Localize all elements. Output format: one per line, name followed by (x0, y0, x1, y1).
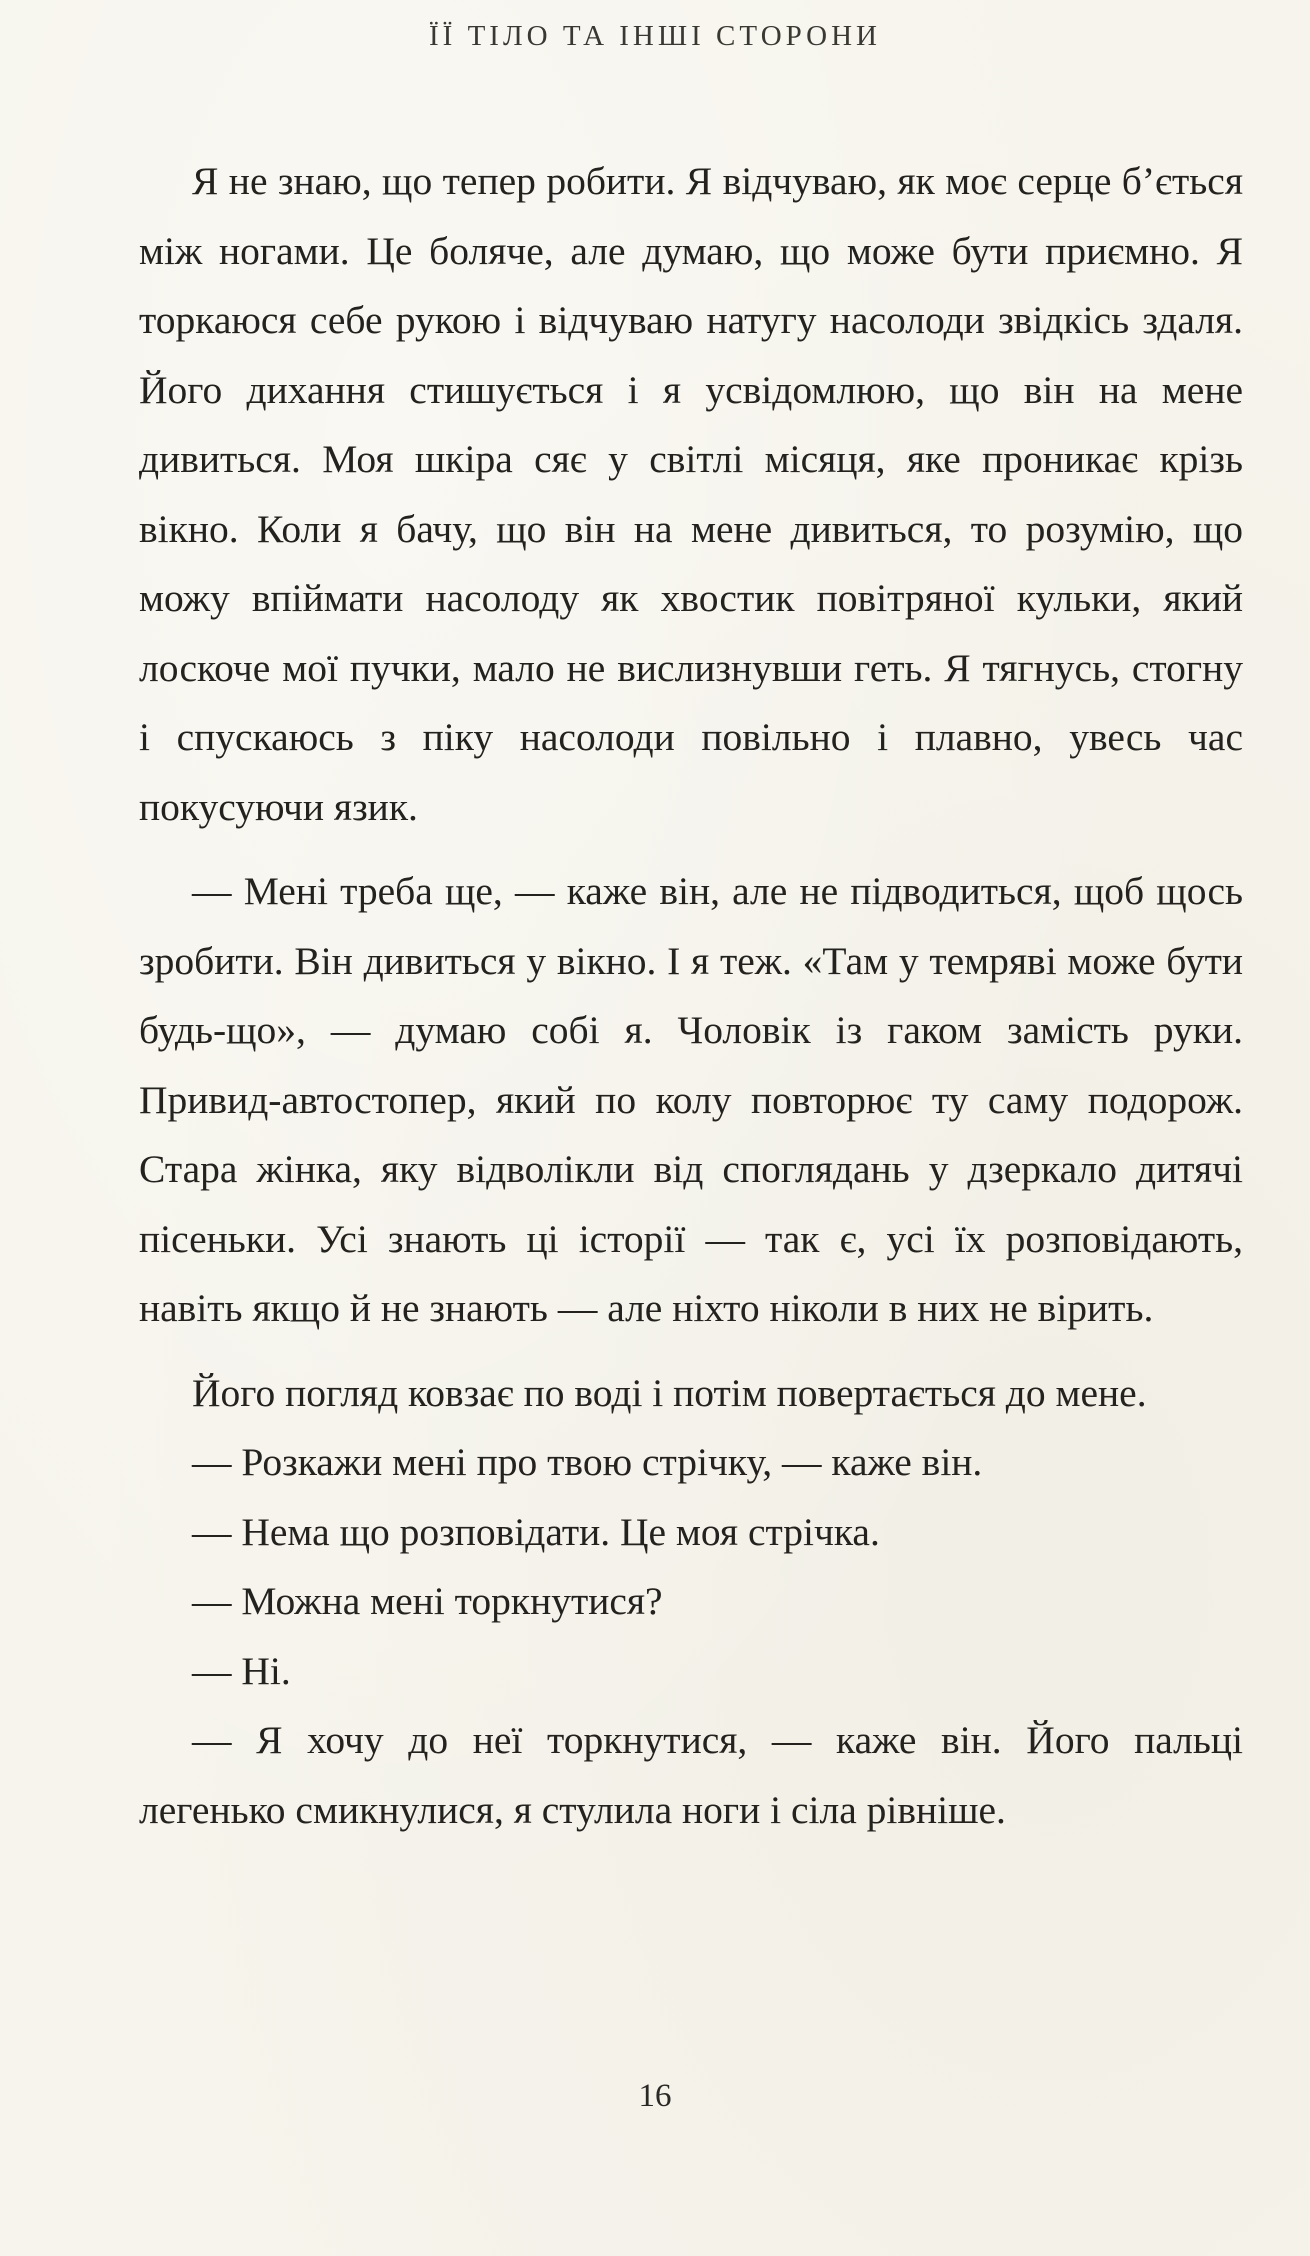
paragraph: Я не знаю, що тепер робити. Я відчуваю, як моє серце б’ється між ногами. Це боляче, але думаю, що може бути приємно. Я торкаюся себе рукою і відчуваю натугу насолоди звідкісь здаля. Його дихання стишується і я усвідомлюю, що він на мене дивиться. Моя шкіра сяє у світлі місяця, яке проникає крізь вікно. Коли я бачу, що він на мене дивиться, то розумію, що можу впіймати насолоду як хвостик повітряної кульки, який лоскоче мої пучки, мало не вислизнувши геть. Я тягнусь, стогну і спускаюсь з піку насолоди повільно і плавно, увесь час покусуючи язик. (139, 159, 1243, 829)
running-header: ЇЇ ТІЛО ТА ІНШІ СТОРОНИ (429, 20, 881, 52)
dialogue-line: — Нема що розповідати. Це моя стрічка. (192, 1509, 880, 1554)
paragraph: Його погляд ковзає по воді і потім повертається до мене. (192, 1370, 1147, 1415)
page-number: 16 (638, 2078, 672, 2114)
dialogue-line: — Можна мені торкнутися? (192, 1579, 663, 1623)
dialogue-line: — Я хочу до неї торкнутися, — каже він. Його пальці легенько смикнулися, я стулила ноги і сіла рівніше. (139, 1718, 1243, 1832)
body-text (139, 147, 1243, 1845)
dialogue-line: — Ні. (192, 1648, 291, 1693)
dialogue-line: — Розкажи мені про твою стрічку, — каже він. (192, 1440, 983, 1484)
paragraph: — Мені треба ще, — каже він, але не підводиться, щоб щось зробити. Він дивиться у вікно. І я теж. «Там у темряві може бути будь-що», — думаю собі я. Чоловік із гаком замість руки. Привид-автостопер, який по колу повторює ту саму подорож. Стара жінка, яку відволікли від споглядань у дзеркало дитячі пісеньки. Усі знають ці історії — так є, усі їх розповідають, навіть якщо й не знають — але ніхто ніколи в них не вірить. (139, 869, 1243, 1330)
